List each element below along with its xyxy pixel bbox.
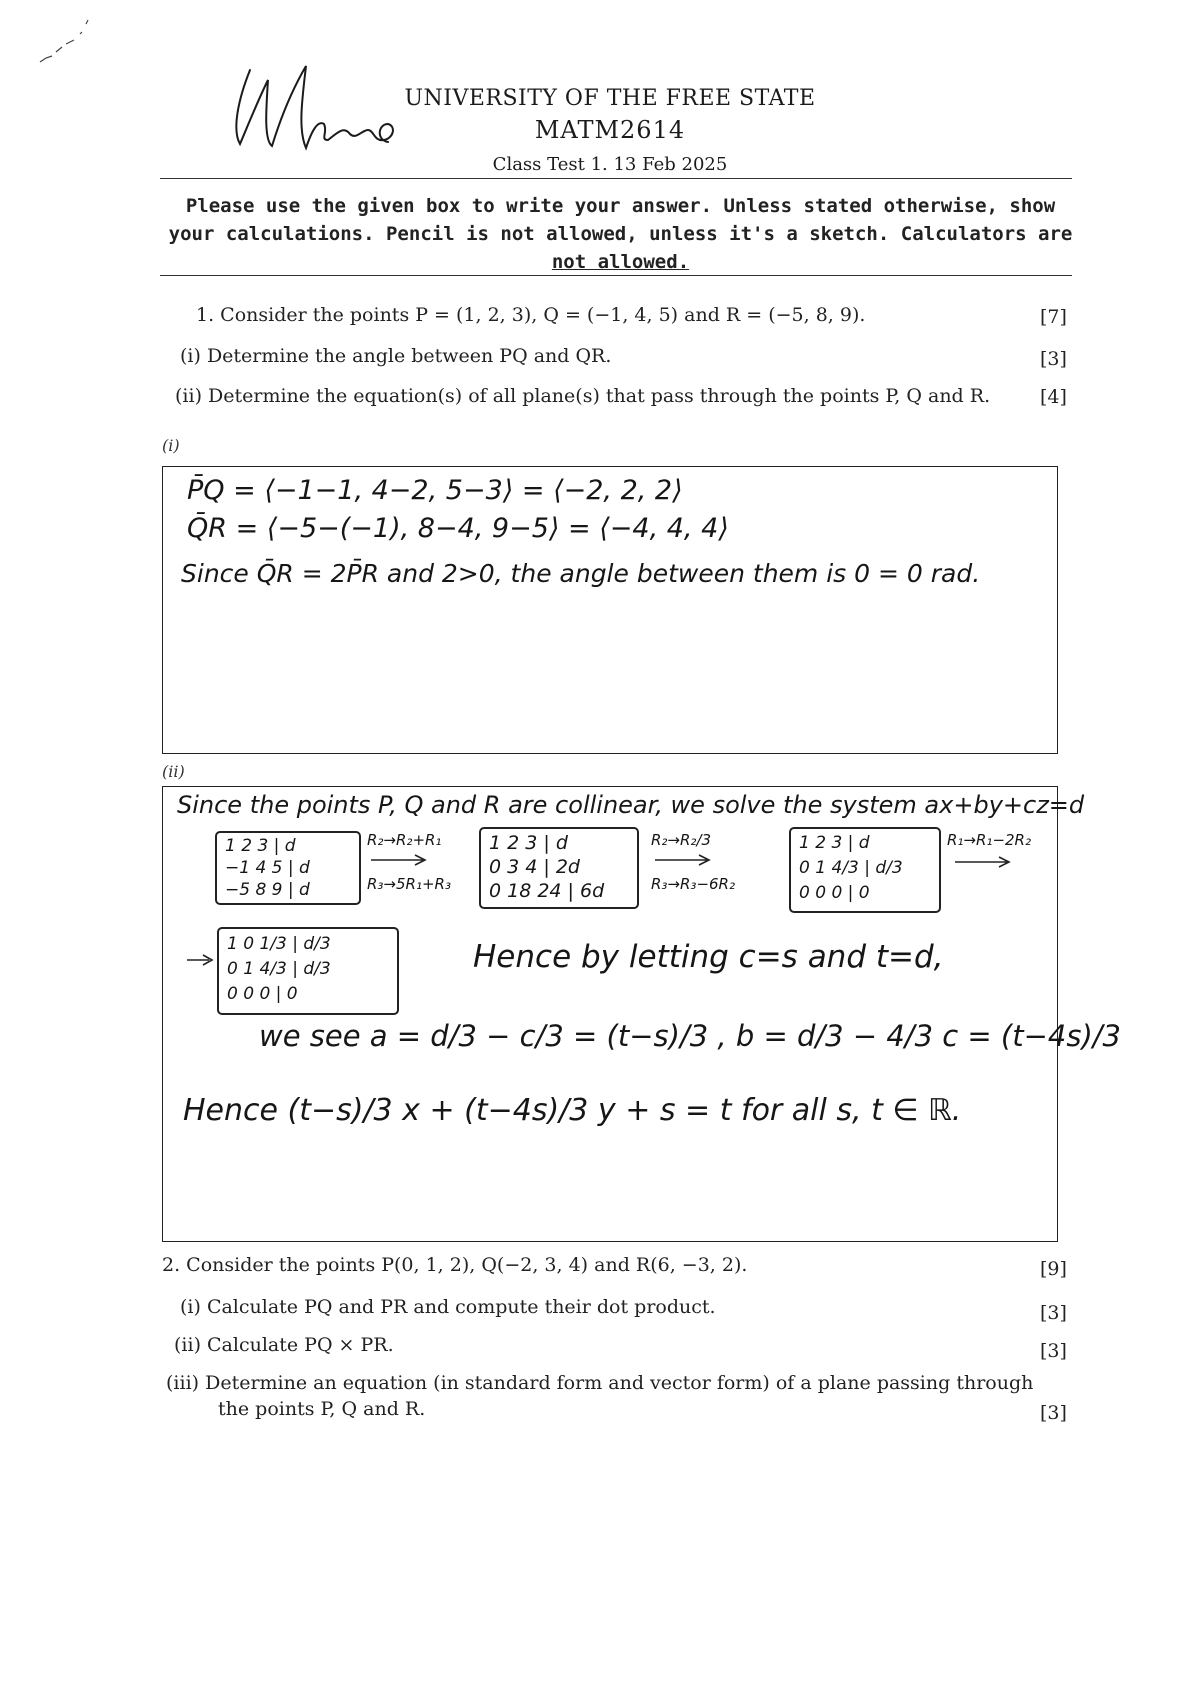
q2-part-i-marks: [3] (1040, 1302, 1067, 1324)
matrix-2-row: 0 3 4 | 2d (489, 856, 580, 878)
header-divider (160, 178, 1072, 179)
answer-ii-label: (ii) (162, 762, 185, 781)
answer-i-line-2: Q̄R = ⟨−5−(−1), 8−4, 9−5⟩ = ⟨−4, 4, 4⟩ (187, 513, 729, 544)
pen-scribble-mark (36, 14, 96, 70)
q2-part-ii: (ii) Calculate PQ × PR. (174, 1334, 394, 1356)
q1-part-i: (i) Determine the angle between PQ and QR. (180, 345, 612, 367)
matrix-3 (789, 827, 941, 913)
test-subtitle: Class Test 1. 13 Feb 2025 (492, 154, 728, 175)
q2-part-iii-line-2: the points P, Q and R. (218, 1398, 426, 1420)
arrow-icon (653, 853, 713, 867)
matrix-2-row: 0 18 24 | 6d (489, 880, 605, 902)
instructions-line-2: your calculations. Pencil is not allowed, unless it's a sketch. Calculators are (168, 223, 1073, 245)
matrix-4-row: 1 0 1/3 | d/3 (227, 934, 331, 954)
q1-marks: [7] (1040, 306, 1067, 328)
row-op-1a: R₂→R₂+R₁ (367, 831, 442, 849)
answer-i-line-3: Since Q̄R = 2P̄R and 2>0, the angle between them is 0 = 0 rad. (181, 559, 981, 588)
answer-ii-line-1: Since the points P, Q and R are collinear, we solve the system ax+by+cz=d (177, 791, 1085, 819)
arrow-icon (369, 853, 429, 867)
instructions-block (168, 192, 1073, 276)
matrix-4-row: 0 0 0 | 0 (227, 984, 298, 1004)
matrix-3-row: 1 2 3 | d (799, 833, 870, 853)
q1-stem: 1. Consider the points P = (1, 2, 3), Q = (−1, 4, 5) and R = (−5, 8, 9). (196, 304, 866, 326)
matrix-1-row: −1 4 5 | d (225, 858, 310, 878)
hence-final-line: Hence (t−s)/3 x + (t−4s)/3 y + s = t for all s, t ∈ ℝ. (183, 1093, 962, 1128)
q1-part-ii-marks: [4] (1040, 386, 1067, 408)
matrix-3-row: 0 0 0 | 0 (799, 883, 870, 903)
course-code: MATM2614 (534, 116, 686, 144)
matrix-2-row: 1 2 3 | d (489, 832, 568, 854)
matrix-1 (215, 831, 361, 905)
row-op-2a: R₂→R₂/3 (651, 831, 712, 849)
q2-part-ii-marks: [3] (1040, 1340, 1067, 1362)
instructions-line-3: not allowed. (551, 251, 690, 273)
answer-box-ii (162, 786, 1121, 1242)
arrow-icon (185, 953, 215, 967)
hence-letting: Hence by letting c=s and t=d, (473, 939, 944, 975)
row-op-3: R₁→R₁−2R₂ (947, 831, 1031, 849)
q2-part-i: (i) Calculate PQ and PR and compute their dot product. (180, 1296, 716, 1318)
answer-i-label: (i) (162, 436, 180, 455)
q2-part-iii-line-1: (iii) Determine an equation (in standard form and vector form) of a plane passing through (166, 1372, 1034, 1394)
q2-part-iii-marks: [3] (1040, 1402, 1067, 1424)
q2-marks: [9] (1040, 1258, 1067, 1280)
matrix-1-row: 1 2 3 | d (225, 836, 296, 856)
instructions-line-1: Please use the given box to write your answer. Unless stated otherwise, show (185, 195, 1056, 217)
arrow-icon (953, 855, 1013, 869)
answer-box-i (162, 466, 1058, 754)
answer-i-line-1: P̄Q = ⟨−1−1, 4−2, 5−3⟩ = ⟨−2, 2, 2⟩ (187, 475, 683, 506)
row-op-1b: R₃→5R₁+R₃ (367, 875, 451, 893)
university-name: UNIVERSITY OF THE FREE STATE (404, 86, 816, 111)
matrix-4-row: 0 1 4/3 | d/3 (227, 959, 331, 979)
matrix-3-row: 0 1 4/3 | d/3 (799, 858, 903, 878)
matrix-1-row: −5 8 9 | d (225, 880, 310, 900)
matrix-2 (479, 827, 639, 909)
we-see-line: we see a = d/3 − c/3 = (t−s)/3 , b = d/3 − 4/3 c = (t−4s)/3 (259, 1019, 1121, 1053)
q1-part-ii: (ii) Determine the equation(s) of all plane(s) that pass through the points P, Q and R. (175, 385, 991, 407)
matrix-4 (217, 927, 399, 1015)
q1-part-i-marks: [3] (1040, 348, 1067, 370)
row-op-2b: R₃→R₃−6R₂ (651, 875, 735, 893)
instructions-divider (160, 275, 1072, 276)
q2-stem: 2. Consider the points P(0, 1, 2), Q(−2, 3, 4) and R(6, −3, 2). (162, 1254, 748, 1276)
